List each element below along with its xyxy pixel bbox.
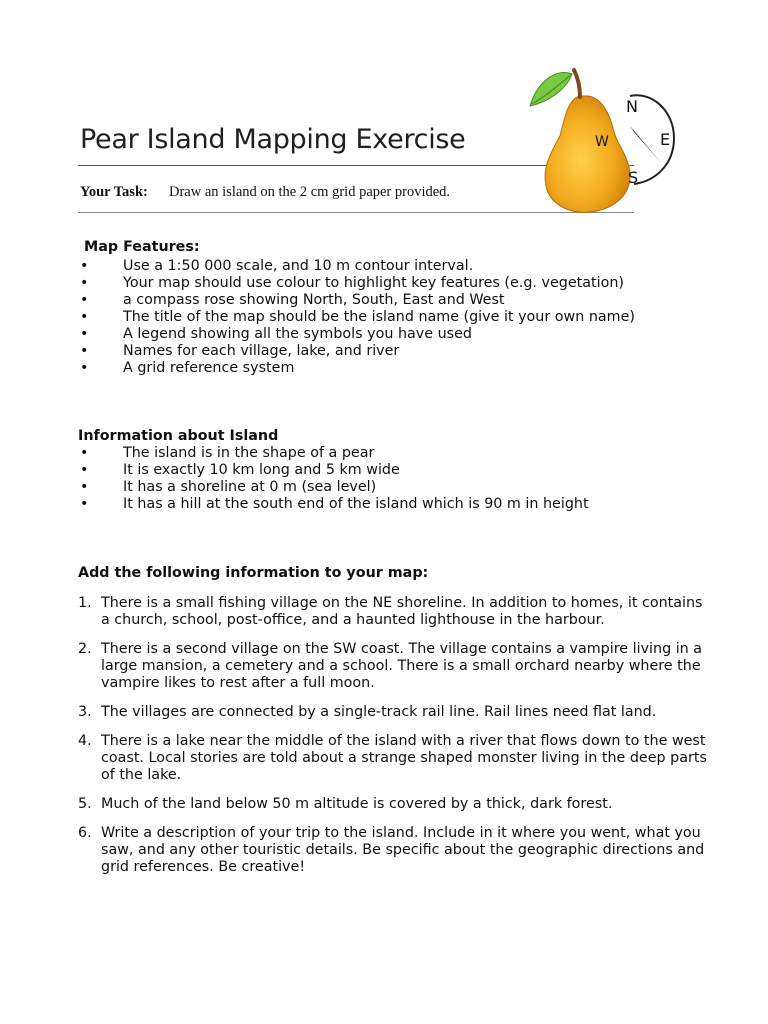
item-number: 1.: [78, 595, 92, 611]
item-number: 4.: [78, 733, 92, 749]
map-features-heading: Map Features:: [84, 239, 200, 255]
list-item: • Names for each village, lake, and river: [80, 343, 635, 360]
list-item: • Use a 1:50 000 scale, and 10 m contour interval.: [80, 258, 635, 275]
item-number: 3.: [78, 704, 92, 720]
item-number: 6.: [78, 825, 92, 841]
compass-letter-s: S: [628, 168, 639, 187]
item-text: There is a small fishing village on the NE shoreline. In addition to homes, it contains a church, school, post-office, and a haunted lighthouse in the harbour.: [101, 595, 703, 628]
list-item: [78, 733, 708, 784]
list-item: • A grid reference system: [80, 360, 635, 377]
list-item: • The title of the map should be the island name (give it your own name): [80, 309, 635, 326]
list-item: • a compass rose showing North, South, East and West: [80, 292, 635, 309]
compass-letter-e: E: [660, 130, 671, 149]
item-number: 5.: [78, 796, 92, 812]
item-text: The villages are connected by a single-track rail line. Rail lines need flat land.: [101, 704, 657, 720]
list-item: • It is exactly 10 km long and 5 km wide: [80, 462, 589, 479]
compass-letter-w: W: [595, 134, 609, 150]
list-item: [78, 825, 708, 876]
pear-compass-logo: [522, 66, 692, 216]
item-text: Write a description of your trip to the island. Include in it where you went, what you saw, and any other touristic details. Be specific about the geographic directions and grid references. Be creative!: [101, 825, 705, 875]
list-item: • Your map should use colour to highlight key features (e.g. vegetation): [80, 275, 635, 292]
item-number: 2.: [78, 641, 92, 657]
item-text: There is a second village on the SW coast. The village contains a vampire living in a large mansion, a cemetery and a school. There is a small orchard nearby where the vampire likes to rest after a full moon.: [101, 641, 703, 691]
list-item: [78, 641, 708, 692]
island-info-list: [80, 445, 589, 513]
list-item: [78, 796, 708, 813]
task-label: Your Task:: [80, 184, 148, 200]
task-text: Draw an island on the 2 cm grid paper provided.: [169, 184, 451, 200]
list-item: [78, 704, 708, 721]
item-text: Much of the land below 50 m altitude is covered by a thick, dark forest.: [101, 796, 613, 812]
pear-icon: [545, 96, 630, 212]
list-item: • The island is in the shape of a pear: [80, 445, 589, 462]
list-item: • A legend showing all the symbols you have used: [80, 326, 635, 343]
add-info-heading: Add the following information to your map:: [78, 565, 429, 581]
task-line: [80, 184, 451, 201]
island-info-heading: Information about Island: [78, 428, 279, 444]
page-title: Pear Island Mapping Exercise: [80, 124, 466, 155]
list-item: • It has a shoreline at 0 m (sea level): [80, 479, 589, 496]
item-text: There is a lake near the middle of the island with a river that flows down to the west coast. Local stories are told about a strange shaped monster living in the deep parts of the lake.: [101, 733, 707, 783]
compass-letter-n: N: [626, 97, 638, 116]
list-item: [78, 595, 708, 629]
map-features-list: [80, 258, 635, 377]
list-item: • It has a hill at the south end of the island which is 90 m in height: [80, 496, 589, 513]
add-info-list: [78, 595, 708, 888]
